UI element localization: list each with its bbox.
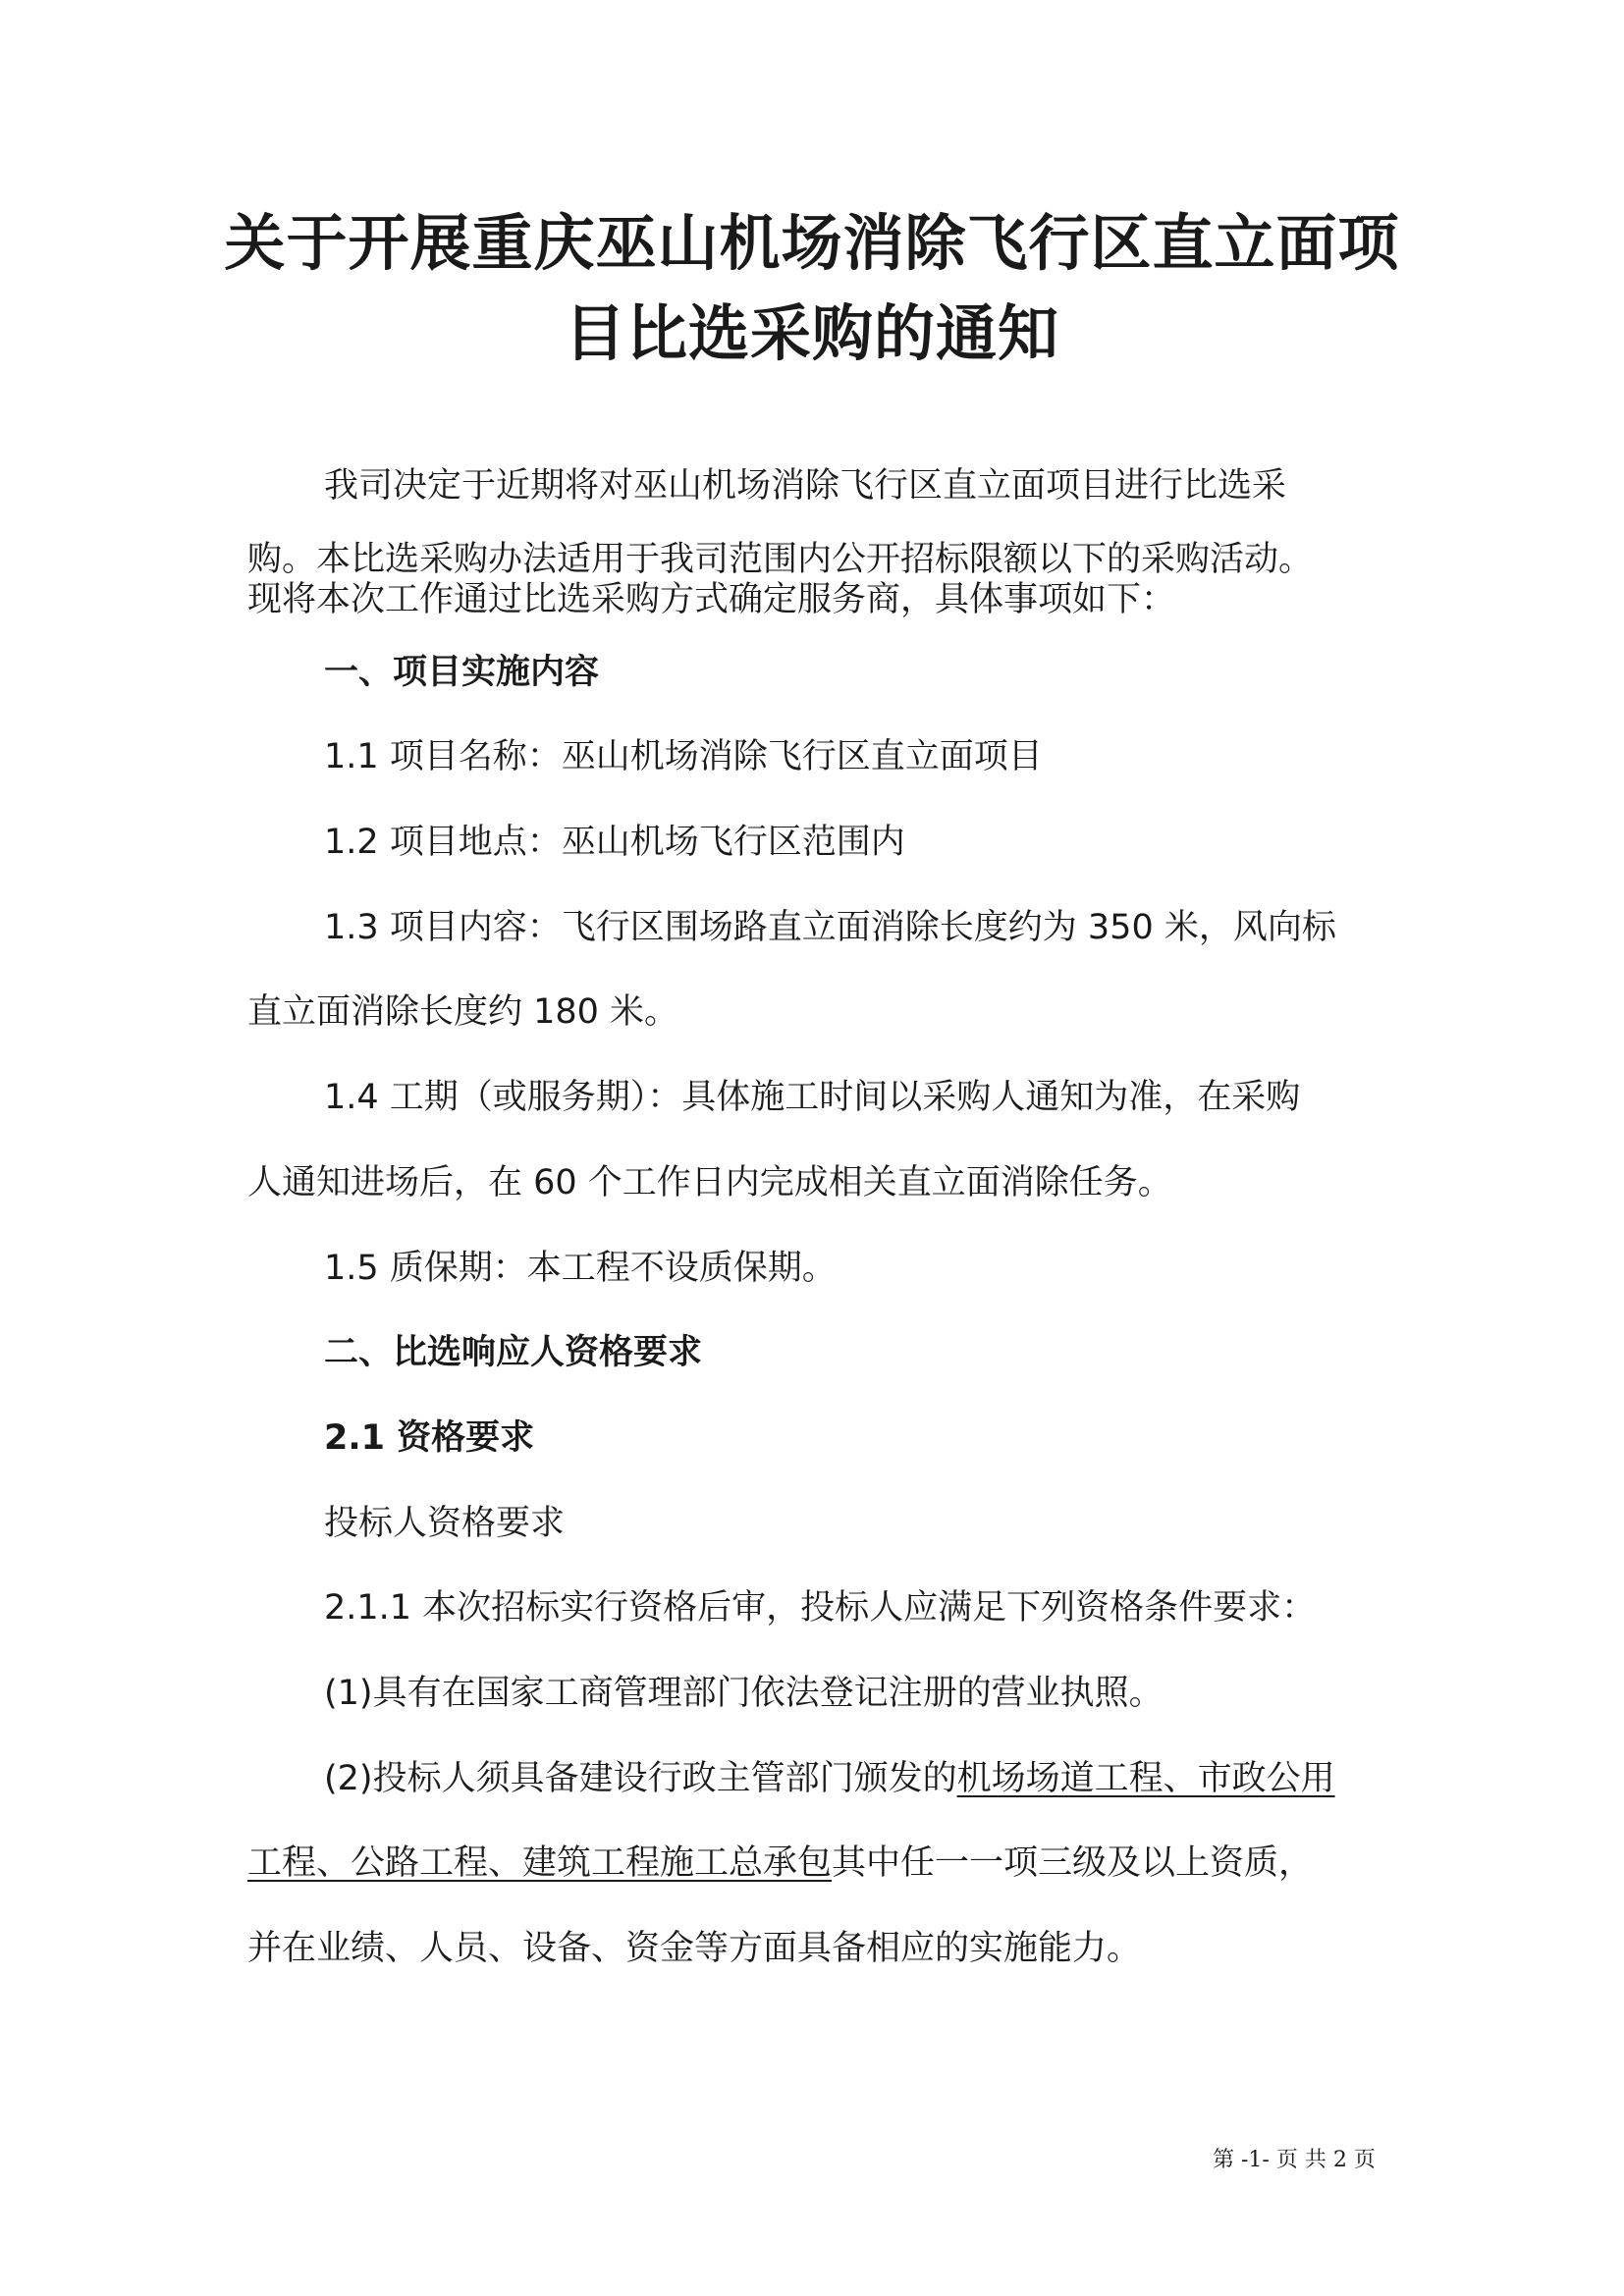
- section-2-heading: 二、比选响应人资格要求: [324, 1333, 703, 1372]
- condition-2-qualification-underlined-2: 工程、公路工程、建筑工程施工总承包: [247, 1843, 833, 1883]
- condition-2-line-1: [324, 1756, 1335, 1801]
- condition-2-prefix: (2)投标人须具备建设行政主管部门颁发的: [324, 1759, 957, 1798]
- section-2-1-heading: 2.1 资格要求: [324, 1418, 535, 1458]
- condition-2-line-2: [247, 1841, 1313, 1886]
- item-2-1-1: 2.1.1 本次招标实行资格后审，投标人应满足下列资格条件要求：: [324, 1588, 1317, 1628]
- item-1-3-line-2: 直立面消除长度约 180 米。: [247, 992, 679, 1032]
- item-1-5: 1.5 质保期：本工程不设质保期。: [324, 1249, 837, 1288]
- condition-1: (1)具有在国家工商管理部门依法登记注册的营业执照。: [324, 1674, 1164, 1713]
- section-1-heading: 一、项目实施内容: [324, 653, 600, 692]
- item-1-3-line-1: 1.3 项目内容：飞行区围场路直立面消除长度约为 350 米，风向标: [324, 908, 1336, 947]
- document-title-line-1: 关于开展重庆巫山机场消除飞行区直立面项: [224, 207, 1400, 279]
- item-1-4-line-2: 人通知进场后，在 60 个工作日内完成相关直立面消除任务。: [247, 1163, 1172, 1202]
- item-1-4-line-1: 1.4 工期（或服务期）：具体施工时间以采购人通知为准，在采购: [324, 1078, 1301, 1117]
- condition-2-qualification-underlined-1: 机场场道工程、市政公用: [956, 1759, 1335, 1798]
- page-number-footer: 第 -1- 页 共 2 页: [1213, 2148, 1376, 2172]
- intro-line-3: 现将本次工作通过比选采购方式确定服务商，具体事项如下：: [247, 580, 1176, 619]
- item-1-1: 1.1 项目名称：巫山机场消除飞行区直立面项目: [324, 737, 1043, 776]
- intro-line-1: 我司决定于近期将对巫山机场消除飞行区直立面项目进行比选采: [324, 466, 1287, 506]
- intro-line-2: 购。本比选采购办法适用于我司范围内公开招标限额以下的采购活动。: [247, 540, 1314, 579]
- item-1-2: 1.2 项目地点：巫山机场飞行区范围内: [324, 823, 905, 862]
- condition-2-line-3: 并在业绩、人员、设备、资金等方面具备相应的实施能力。: [247, 1929, 1142, 1968]
- document-title-line-2: 目比选采购的通知: [564, 297, 1059, 369]
- bidder-requirements-label: 投标人资格要求: [324, 1504, 566, 1543]
- condition-2-rest: 其中任一一项三级及以上资质，: [832, 1843, 1314, 1883]
